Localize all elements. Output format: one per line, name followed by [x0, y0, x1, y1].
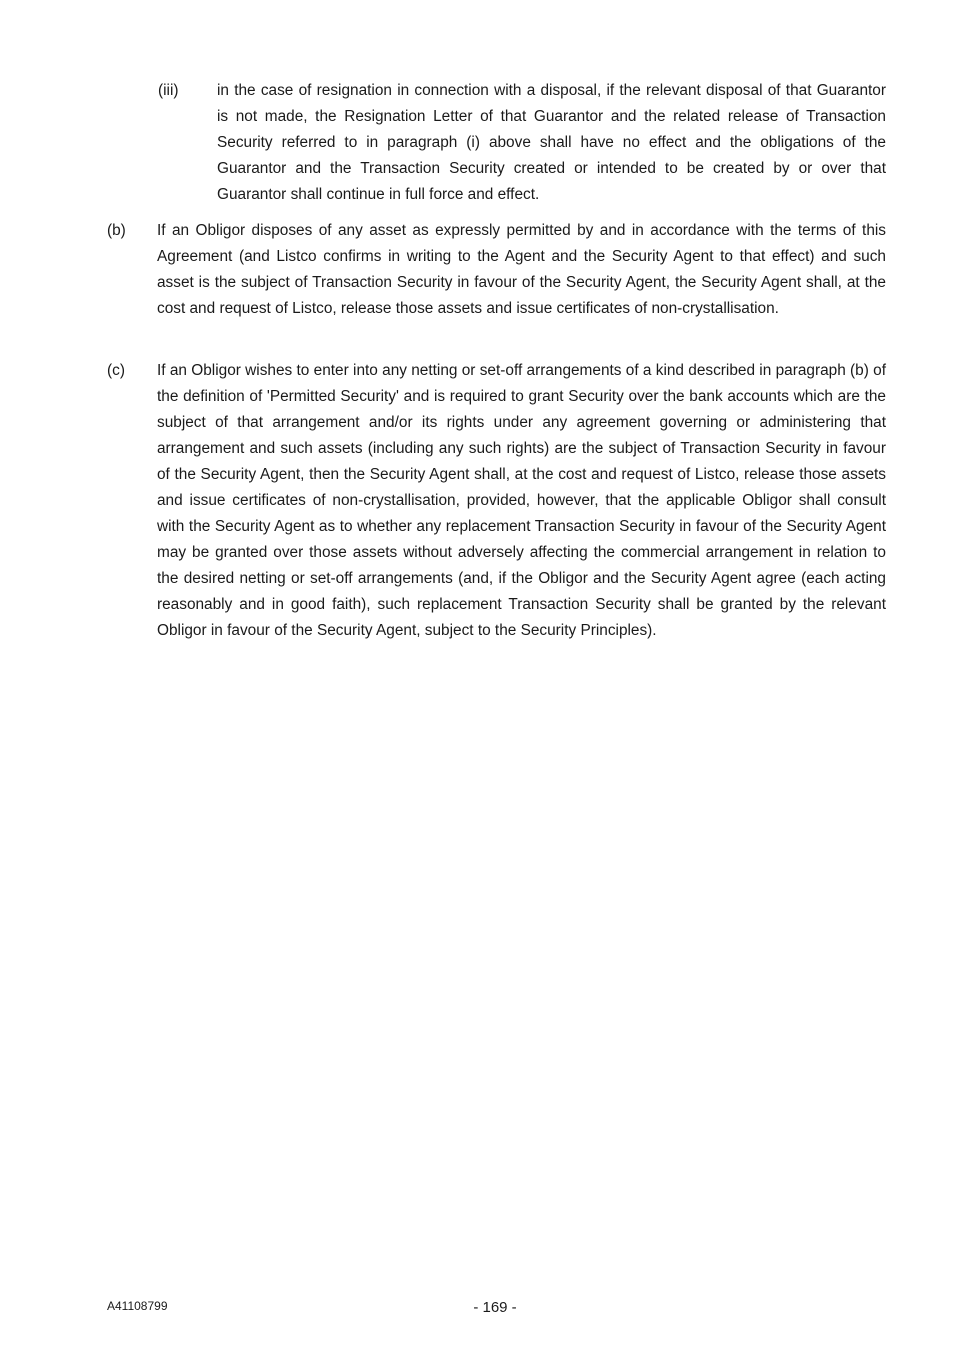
clause-text: If an Obligor wishes to enter into any netting or set-off arrangements of a kind described in paragraph (b) of the definition of 'Permitted Security' and is required to grant Security over the bank accounts which are the subject of that arrangement and/or its rights under any agreement governing or administering that arrangement and such assets (including any such rights) are the subject of Transaction Security in favour of the Security Agent, then the Security Agent shall, at the cost and request of Listco, release those assets and issue certificates of non-crystallisation, provided, however, that the applicable Obligor shall consult with the Security Agent as to whether any replacement Transaction Security in favour of the Security Agent may be granted over those assets without adversely affecting the commercial arrangement in relation to the desired netting or set-off arrangements (and, if the Obligor and the Security Agent agree (each acting reasonably and in good faith), such replacement Transaction Security shall be granted by the relevant Obligor in favour of the Security Agent, subject to the Security Principles).: [157, 362, 886, 639]
document-reference: A41108799: [107, 1299, 168, 1313]
clause-text: If an Obligor disposes of any asset as expressly permitted by and in accordance with the terms of this Agreement (and Listco confirms in writing to the Agent and the Security Agent to that effect) and such asset is the subject of Transaction Security in favour of the Security Agent, the Security Agent shall, at the cost and request of Listco, release those assets and issue certificates of non-crystallisation.: [157, 222, 886, 317]
clause-number: (c): [107, 362, 125, 379]
clause-number: (b): [107, 222, 126, 239]
clause-b: [107, 218, 886, 322]
clause-c: [107, 358, 886, 644]
clause-text: in the case of resignation in connection with a disposal, if the relevant disposal of that Guarantor is not made, the Resignation Letter of that Guarantor and the related release of Transaction Security referred to in paragraph (i) above shall have no effect and the obligations of the Guarantor and the Transaction Security created or intended to be created by or over that Guarantor shall continue in full force and effect.: [217, 82, 886, 203]
page-number: - 169 -: [473, 1299, 517, 1316]
clause-iii: [158, 78, 886, 208]
clause-number: (iii): [158, 82, 179, 99]
